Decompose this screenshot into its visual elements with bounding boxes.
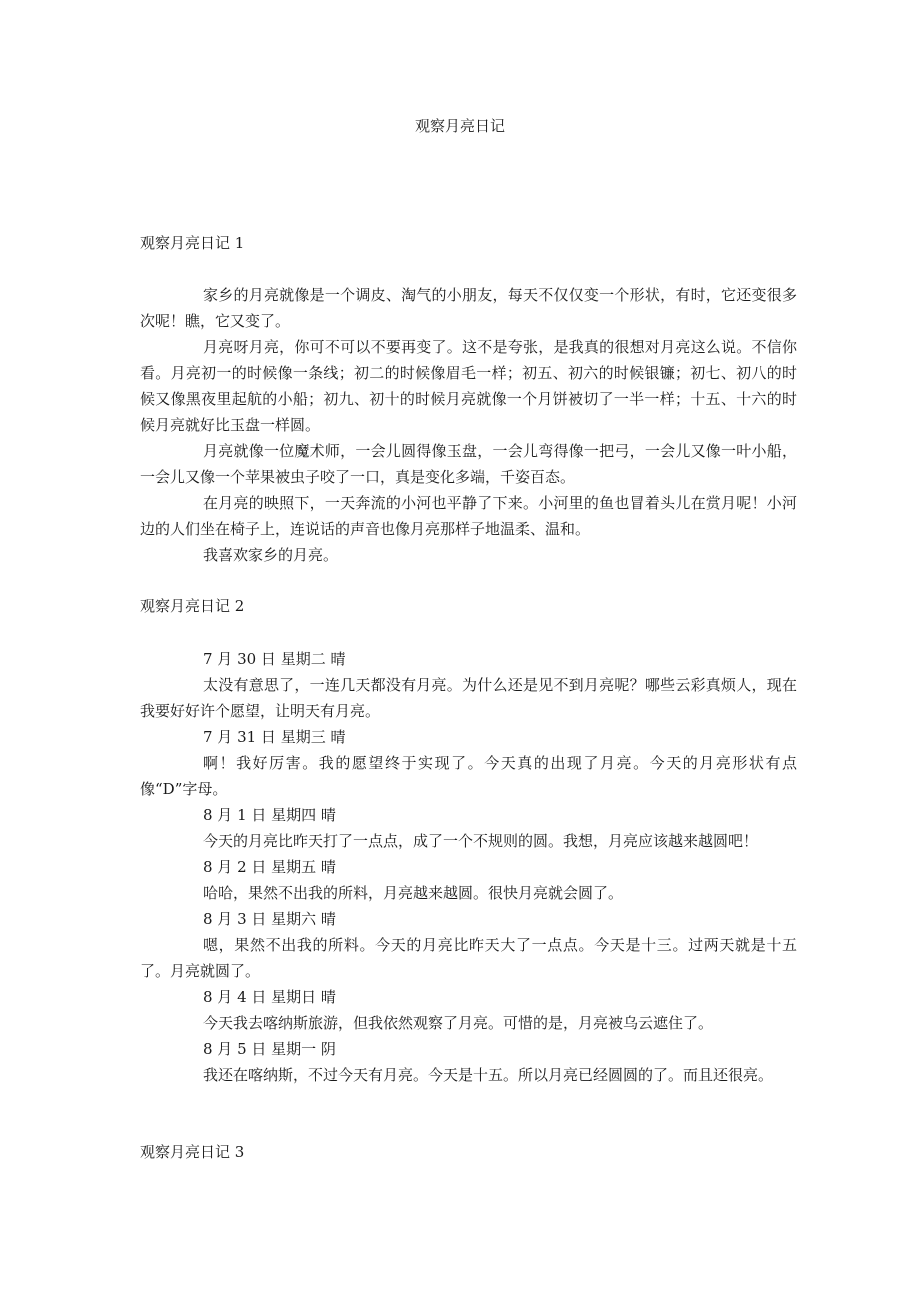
diary-2-entry-text: 啊！我好厉害。我的愿望终于实现了。今天真的出现了月亮。今天的月亮形状有点像“D”字母。 [140, 754, 797, 798]
diary-2-entry-date: 8 月 2 日 星期五 晴 [203, 858, 336, 876]
diary-2-entry-text: 今天的月亮比昨天打了一点点，成了一个不规则的圆。我想，月亮应该越来越圆吧！ [203, 832, 759, 850]
diary-2-entry-text: 今天我去喀纳斯旅游，但我依然观察了月亮。可惜的是，月亮被乌云遮住了。 [203, 1014, 714, 1032]
diary-2-entry-text: 太没有意思了，一连几天都没有月亮。为什么还是见不到月亮呢？哪些云彩真烦人，现在我要好好许个愿望，让明天有月亮。 [140, 676, 797, 720]
diary-2-entry-date: 8 月 5 日 星期一 阴 [203, 1040, 336, 1058]
diary-1-paragraph: 在月亮的映照下，一天奔流的小河也平静了下来。小河里的鱼也冒着头儿在赏月呢！小河边的人们坐在椅子上，连说话的声音也像月亮那样子地温柔、温和。 [140, 494, 797, 538]
diary-2-entry-date: 8 月 3 日 星期六 晴 [203, 910, 336, 928]
diary-2-entry-date: 7 月 31 日 星期三 晴 [203, 728, 346, 746]
diary-1-heading: 观察月亮日记 1 [140, 234, 245, 252]
diary-2-entry-date: 8 月 1 日 星期四 晴 [203, 806, 336, 824]
diary-2-entry-text: 嗯，果然不出我的所料。今天的月亮比昨天大了一点点。今天是十三。过两天就是十五了。月亮就圆了。 [140, 936, 797, 980]
document-title: 观察月亮日记 [414, 117, 505, 135]
diary-2-entry-text: 哈哈，果然不出我的所料，月亮越来越圆。很快月亮就会圆了。 [203, 884, 624, 902]
diary-1-paragraph: 月亮就像一位魔术师，一会儿圆得像玉盘，一会儿弯得像一把弓，一会儿又像一叶小船，一会儿又像一个苹果被虫子咬了一口，真是变化多端，千姿百态。 [140, 442, 797, 486]
diary-2-entry-date: 7 月 30 日 星期二 晴 [203, 650, 346, 668]
diary-1-paragraph: 家乡的月亮就像是一个调皮、淘气的小朋友，每天不仅仅变一个形状，有时，它还变很多次呢！瞧，它又变了。 [140, 286, 797, 330]
diary-3-heading: 观察月亮日记 3 [140, 1143, 245, 1161]
diary-2-heading: 观察月亮日记 2 [140, 597, 245, 615]
diary-2-entry-date: 8 月 4 日 星期日 晴 [203, 988, 336, 1006]
diary-1-paragraph: 月亮呀月亮，你可不可以不要再变了。这不是夸张，是我真的很想对月亮这么说。不信你看。月亮初一的时候像一条线；初二的时候像眉毛一样；初五、初六的时候银镰；初七、初八的时候又像黑夜里起航的小船；初九、初十的时候月亮就像一个月饼被切了一半一样；十五、十六的时候月亮就好比玉盘一样圆。 [140, 338, 797, 434]
diary-1-paragraph: 我喜欢家乡的月亮。 [203, 546, 339, 564]
diary-2-entry-text: 我还在喀纳斯，不过今天有月亮。今天是十五。所以月亮已经圆圆的了。而且还很亮。 [203, 1066, 774, 1084]
